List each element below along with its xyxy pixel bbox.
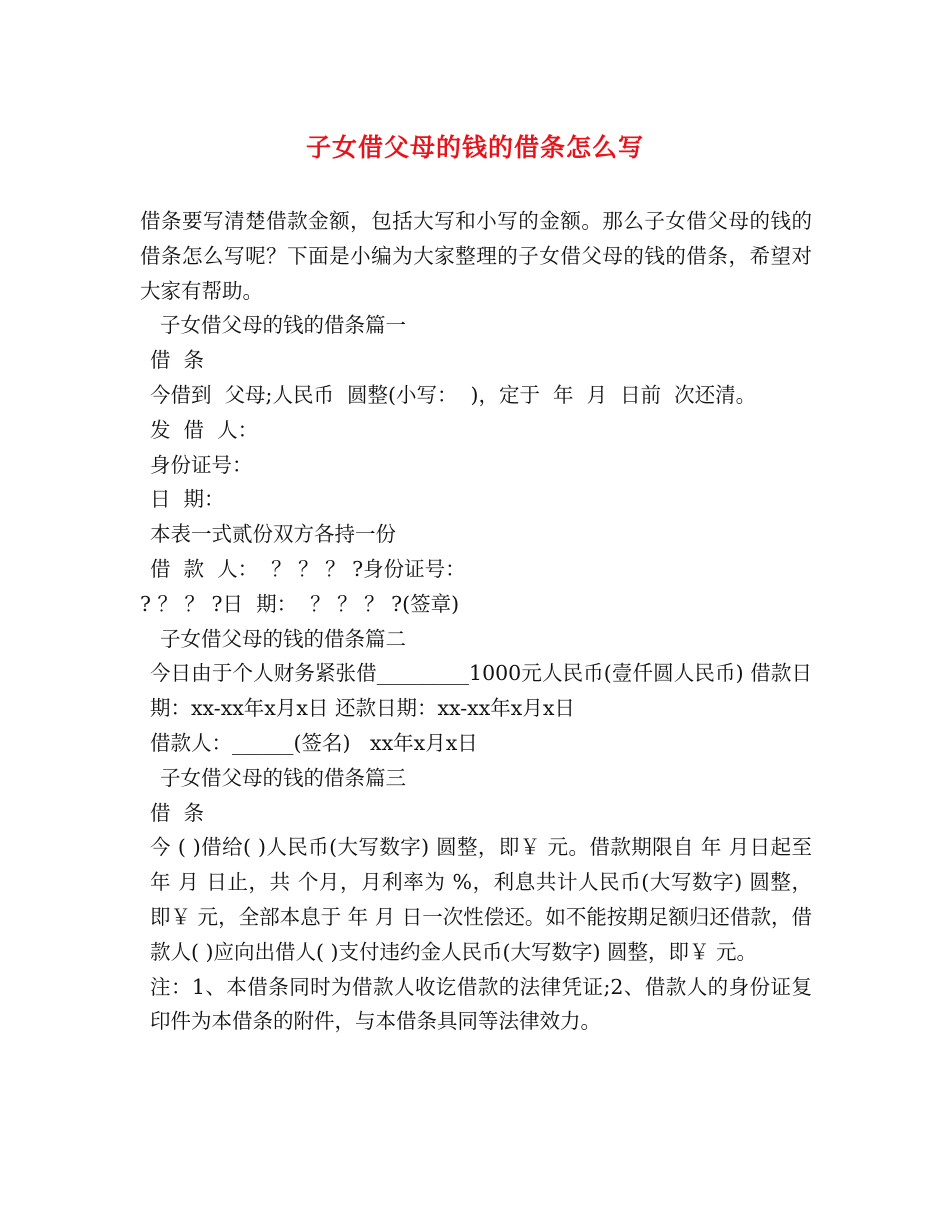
section-1-line: 日 期： (150, 487, 225, 512)
section-1-line: 本表一式贰份双方各持一份 (150, 522, 396, 547)
section-3-paragraph: 今 ( )借给( )人民币(大写数字) 圆整，即￥ 元。借款期限自 年 月日起至 年 月 日止，共 个月，月利率为 %，利息共计人民币(大写数字) 圆整，即￥ 元，全部本息于 年 月 日一次性偿还。如不能按期足额归还借款，借款人( )应向出借人( )支付违约金人民币(大写数字) 圆整，即￥ 元。 (150, 835, 812, 964)
document-title: 子女借父母的钱的借条怎么写 (305, 133, 644, 162)
section-2-heading: 子女借父母的钱的借条篇二 (160, 626, 406, 651)
section-3-heading: 子女借父母的钱的借条篇三 (160, 765, 406, 790)
section-1-line: 发 借 人： (150, 417, 259, 442)
document-body (140, 204, 812, 1039)
section-2-line: 借款人：______(签名) xx年x月x日 (150, 730, 478, 755)
section-1-line: 今借到 父母;人民币 圆整(小写： )，定于 年 月 日前 次还清。 (150, 382, 757, 407)
section-1-line: 借 条 (150, 348, 205, 373)
section-1-line: 身份证号： (150, 452, 253, 477)
section-2-paragraph: 今日由于个人财务紧张借_________1000元人民币(壹仟圆人民币) 借款日期：xx-xx年x月x日 还款日期：xx-xx年x月x日 (150, 661, 812, 721)
section-1-heading: 子女借父母的钱的借条篇一 (160, 313, 406, 338)
section-3-note: 注：1、本借条同时为借款人收讫借款的法律凭证;2、借款人的身份证复印件为本借条的附件，与本借条具同等法律效力。 (150, 974, 812, 1034)
section-3-line: 借 条 (150, 800, 205, 825)
section-1-line: 借 款 人： ？ ？ ？ ?身份证号： (150, 556, 466, 581)
section-1-line: ? ？ ？ ?日 期： ？ ？ ？ ?(签章) (140, 591, 460, 616)
intro-paragraph: 借条要写清楚借款金额，包括大写和小写的金额。那么子女借父母的钱的借条怎么写呢？下面是小编为大家整理的子女借父母的钱的借条，希望对大家有帮助。 (140, 209, 812, 303)
